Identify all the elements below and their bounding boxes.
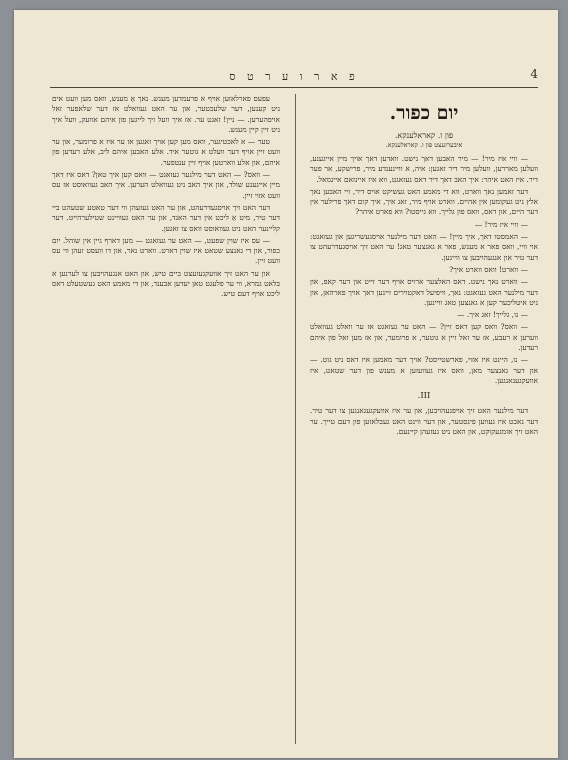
paragraph: — וואס? וואס קען דאס זיין? — האט ער געזאגט אז ער וואלט געוואלט ווערען א רעבע, אז ער זאל זיין א גוטער, א פרומער, און אז מען זאל פון איהם רעדען.: [310, 322, 538, 353]
paragraph: און ער האט זיך אוועקגעזעצט ביים טיש, און האט אנגעהויבען צו לערנען א בלאט גמרא, ווי ער פלעגט טאן יעדען אבענד, און די מאמע האט געשטעלט דאס ליכט אויף דעם טיש.: [52, 268, 280, 299]
article-byline: פון ו. קאראלענקא.: [394, 131, 454, 140]
paragraph: עפעס פארלאזען אויף א פרעמדען מענש. נאך אַ מענש, וואס מען וועט אים ניט קענען, דער שלעכטער, און ער האט געוואלט אז דער שלאפער זאל אויפהערען. — ניין! זאגט ער. אז איך וועל זיך לייגען פון איהם אוועק, וועל איך ניט זיין קיין מענש.: [52, 94, 280, 134]
paragraph: — וויי איז מיר! — מיר האבען דאך נישט. וואדען דאך אויך מיין אייגענע, וועלען מאררען, וועלען מיר דיר זאגען: איה, א וויינענדע מיר, פרישקע, אר פער דיר. איז האט איהר: איך האב דאך דיר דאס געזאגט, ווא איז איינזאם איינמאל.: [310, 154, 538, 184]
paragraph: — האמסטו דאך, איך מיין! — האט דער מילנער אויסגעשריגען און געזאגט: אוי וויי, וואס פאר א מענש, פאר א גאנצער טאג! ער האט זיך אויסגעדרעהט צו דער טיר און אנגעהויבען צו וויינען.: [310, 232, 538, 262]
paragraph: דער האט זיך אויסגעדרעהט, און ער האט געזעהן ווי דער טאטע שטעהט ביי דער טיר, מיט אַ ליכט אין דער האנד, און ער האט געוויינט שטילערהייט. דער קליינער האט ניט געוואוסט וואס צו זאגען.: [52, 202, 280, 233]
page-header: [50, 65, 538, 88]
paragraph: דער זאמען נאך ווארט, ווא די מאמע האט געשיקט אויס דיר, זיי האבען נאך אלץ ניט געקומען אין אהיים. ווארט אויף מיר, זאג איך, איך קום דאך פרילער אין דער היים, און דאס, וואס פון גלייך. ווא גייסטו? ווא פארט איהר?: [310, 186, 538, 217]
running-title: פ א ר ו ע ר ט ס: [229, 69, 359, 83]
paragraph: דער מילנער האט זיך אויפגעהויבען, און ער איז אוועקגעגאנגען צו דער טיר. דער נאכט איז געווען פינסטער, און דער ווינט האט געבלאזען פון דעם טייך. ער האט זיך אומגעקוקט, און האט ניט געזעהן קיינעם.: [310, 406, 538, 436]
paragraph: טער — א לאכטיגער, וואס מען קען אויך זאגען אז ער איז א פרומער, און ער וועט זיין אויף דער וועלט א גוטער איד. אלע האבען איהם ליב, אלע רעדען פון איהם, און אלע ווארטען אויף זיין ענטפער.: [52, 137, 280, 167]
newspaper-page: [14, 10, 558, 758]
paragraph: — וויי איז מיר! —: [474, 219, 528, 229]
article-byline-sub: איבערזעצט פון ו. קאראלענקא.: [385, 141, 463, 149]
paragraph: — עס איז שוין שפעט, — האט ער געזאגט — מען דארף גיין אין שוהל. יום כפור, און די גאנצע שטאט איז שוין דארט. ווארט נאר, און דו וועסט זעהן ווי עס וועט זיין.: [52, 235, 280, 266]
left-column: [52, 94, 280, 748]
page-number: 4: [530, 67, 538, 81]
article-title: יום כפור.: [389, 102, 459, 124]
paragraph: — ווארט! וואס ווארט איך?: [449, 264, 528, 274]
paragraph: — נו, היינט איז אזוי, פארשטייסט? אויך דער מאמען איז דאס ניט גוט. — און דער גאנצער מאן, וואס איז געוועזען א מענש פון דער שטאט, איז אוועקגעגאנגען.: [310, 355, 538, 385]
paragraph: — ווארט נאך נישט. דאס האלצער ארויס אויף דער זייט און דער קאפ, און דער מילנער האט געזאגט: נאך, וויפיעל דאקטוירים זיינען דאך אויך פארהאן, און ניט איטליכער קען א גאנצען טאג וויינען.: [310, 277, 538, 307]
column-divider: [295, 94, 296, 744]
paragraph: — וואס? — האט דער מילנער געזאגט — וואס קען איך טאן? דאס איז דאך מיין אייגענע שולד, און איך האב ניט געוואלט הערען. איך האב געוואוסט אז עס וועט אזוי זיין.: [52, 170, 280, 200]
section-marker: III.: [417, 391, 431, 402]
paragraph: — נו, גלייך! זאג איך. —: [457, 310, 528, 320]
right-column: [310, 94, 538, 748]
